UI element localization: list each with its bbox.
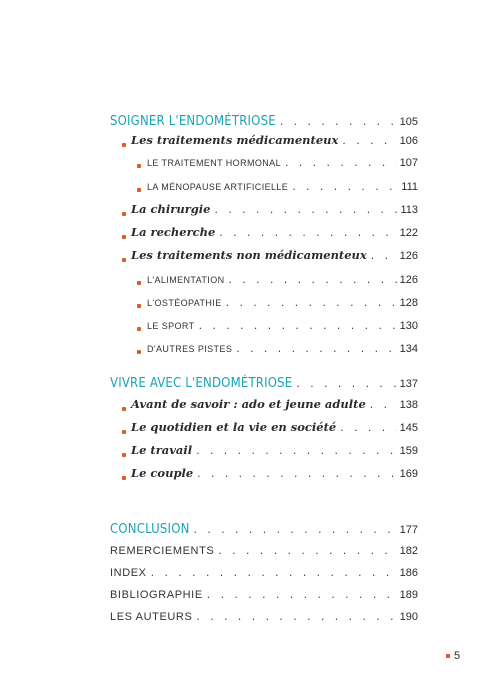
toc-chapter-recherche[interactable]: [131, 225, 418, 239]
page-number: 134: [399, 343, 418, 355]
bullet-icon: [122, 430, 126, 434]
toc-entry-index[interactable]: [110, 567, 418, 579]
bullet-icon: [137, 188, 141, 192]
page-number: 111: [401, 181, 418, 193]
dot-leader: [193, 526, 397, 536]
page-number: 177: [399, 524, 418, 536]
page-number: 169: [399, 468, 418, 480]
entry-title: LES AUTEURS: [110, 611, 193, 623]
toc-subsection-autres-pistes[interactable]: [147, 343, 418, 355]
entry-title: INDEX: [110, 567, 147, 579]
bullet-icon: [122, 143, 126, 147]
chapter-title: Les traitements médicamenteux: [131, 133, 339, 147]
page-number: 128: [399, 297, 418, 309]
subsection-title: L'OSTÉOPATHIE: [147, 298, 222, 308]
page-number: 138: [399, 399, 418, 411]
toc-subsection-traitement-hormonal[interactable]: [147, 157, 418, 169]
bullet-icon: [122, 453, 126, 457]
page-number: 130: [399, 320, 418, 332]
page-folio: [446, 650, 460, 662]
toc-chapter-avant-de-savoir[interactable]: [131, 397, 418, 411]
page-number: 113: [400, 204, 418, 216]
bullet-icon: [137, 304, 141, 308]
toc-chapter-chirurgie[interactable]: [131, 202, 418, 216]
bullet-icon: [137, 281, 141, 285]
toc-section-vivre[interactable]: [110, 376, 418, 391]
dot-leader: [206, 591, 397, 601]
subsection-title: D'AUTRES PISTES: [147, 344, 233, 354]
dot-leader: [217, 547, 396, 557]
page-number: 126: [399, 274, 418, 286]
subsection-title: LE TRAITEMENT HORMONAL: [147, 158, 281, 168]
folio-number: 5: [454, 650, 461, 662]
bullet-icon: [122, 258, 126, 262]
entry-title: BIBLIOGRAPHIE: [110, 589, 203, 601]
page-number: 107: [399, 157, 418, 169]
square-bullet-icon: [446, 654, 450, 658]
dot-leader: [295, 380, 396, 390]
bullet-icon: [137, 164, 141, 168]
page-number: 189: [399, 589, 418, 601]
chapter-title: Les traitements non médicamenteux: [131, 248, 367, 262]
bullet-icon: [122, 476, 126, 480]
dot-leader: [225, 299, 397, 309]
dot-leader: [228, 276, 397, 286]
toc-chapter-travail[interactable]: [131, 443, 418, 457]
dot-leader: [195, 613, 396, 623]
dot-leader: [198, 322, 397, 332]
subsection-title: LE SPORT: [147, 321, 195, 331]
dot-leader: [218, 229, 396, 239]
chapter-title: La recherche: [131, 225, 216, 239]
toc-subsection-sport[interactable]: [147, 320, 418, 332]
toc-chapter-traitements-non-medicamenteux[interactable]: [131, 248, 418, 262]
toc-entry-remerciements[interactable]: [110, 545, 418, 557]
toc-subsection-alimentation[interactable]: [147, 274, 418, 286]
toc-section-conclusion[interactable]: [110, 522, 418, 537]
subsection-title: LA MÉNOPAUSE ARTIFICIELLE: [147, 182, 289, 192]
chapter-title: Avant de savoir : ado et jeune adulte: [131, 397, 366, 411]
section-title: CONCLUSION: [110, 522, 190, 537]
entry-title: REMERCIEMENTS: [110, 545, 215, 557]
dot-leader: [213, 206, 397, 216]
bullet-icon: [122, 212, 126, 216]
bullet-icon: [137, 350, 141, 354]
bullet-icon: [122, 235, 126, 239]
dot-leader: [235, 345, 396, 355]
chapter-title: La chirurgie: [131, 202, 211, 216]
subsection-title: L'ALIMENTATION: [147, 275, 225, 285]
dot-leader: [369, 401, 397, 411]
bullet-icon: [137, 327, 141, 331]
dot-leader: [291, 183, 398, 193]
section-title: SOIGNER L'ENDOMÉTRIOSE: [110, 114, 276, 129]
dot-leader: [341, 137, 396, 147]
dot-leader: [196, 470, 396, 480]
chapter-title: Le quotidien et la vie en société: [131, 420, 337, 434]
page-number: 122: [399, 227, 418, 239]
page-number: 186: [399, 567, 418, 579]
dot-leader: [339, 424, 396, 434]
page-number: 145: [399, 422, 418, 434]
page-number: 105: [399, 116, 418, 128]
section-title: VIVRE AVEC L'ENDOMÉTRIOSE: [110, 376, 293, 391]
page-number: 159: [399, 445, 418, 457]
toc-entry-bibliographie[interactable]: [110, 589, 418, 601]
page-number: 190: [399, 611, 418, 623]
dot-leader: [150, 569, 397, 579]
page-number: 106: [399, 135, 418, 147]
toc-entry-auteurs[interactable]: [110, 611, 418, 623]
dot-leader: [370, 252, 397, 262]
toc-chapter-couple[interactable]: [131, 466, 418, 480]
toc-chapter-traitements-medicamenteux[interactable]: [131, 133, 418, 147]
toc-subsection-menopause-artificielle[interactable]: [147, 181, 418, 193]
dot-leader: [195, 447, 397, 457]
toc-chapter-quotidien[interactable]: [131, 420, 418, 434]
bullet-icon: [122, 407, 126, 411]
dot-leader: [279, 118, 397, 128]
toc-subsection-osteopathie[interactable]: [147, 297, 418, 309]
dot-leader: [284, 159, 397, 169]
chapter-title: Le travail: [131, 443, 193, 457]
chapter-title: Le couple: [131, 466, 194, 480]
page-number: 126: [399, 250, 418, 262]
toc-section-soigner[interactable]: [110, 114, 418, 129]
page-number: 182: [399, 545, 418, 557]
page-number: 137: [399, 378, 418, 390]
